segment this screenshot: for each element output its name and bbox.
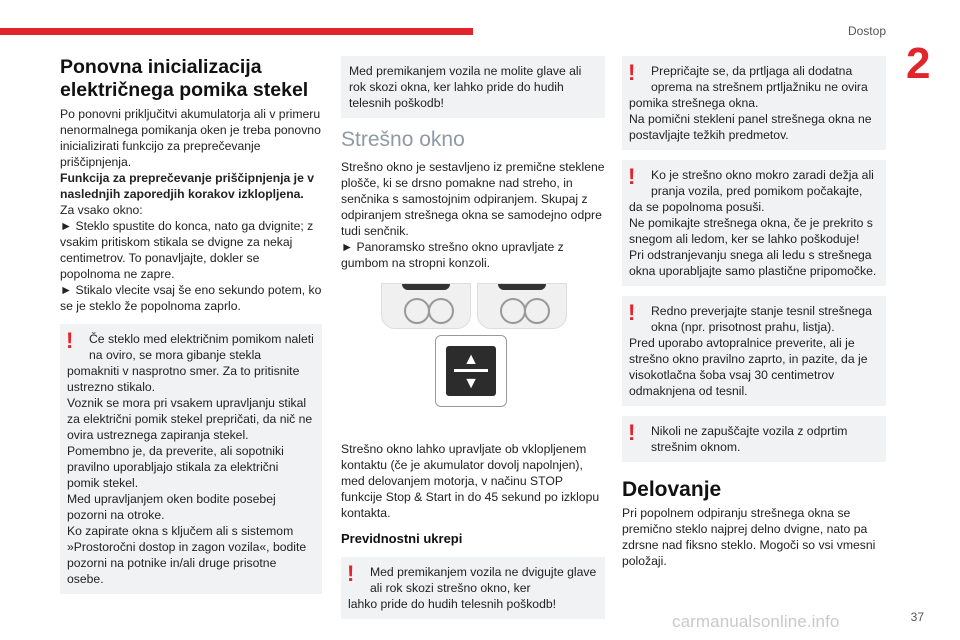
warning-text: Ko zapirate okna s ključem ali s sistemom »Prostoročni dostop in zagon vozila«, bodite pozorni na potnike in/ali druge prisotne osebe. [67, 524, 307, 586]
paragraph: Pri popolnem odpiranju strešnega okna se premično steklo najprej delno dvigne, nato pa zdrsne nad fiksno steklo. Mogoči so vsi vmesni položaji. [622, 506, 876, 568]
paragraph: Strešno okno je sestavljeno iz premične steklene plošče, ki se drsno pomakne nad streho, in senčnika s samostojnim odpiranjem. Skupaj z odpiranjem strešnega okna se samodejno odpre tudi senčnik. [341, 160, 605, 238]
paragraph: Po ponovni priključitvi akumulatorja ali v primeru nenormalnega pomikanja oken je treba ponovno inicializirati funkcijo za preprečevanje priščipnjenja. [60, 107, 321, 169]
warning-text: lahko pride do hudih telesnih poškodb! [348, 597, 557, 611]
warning-box [622, 160, 886, 286]
exclamation-icon: ! [628, 60, 636, 85]
roof-console-left [381, 283, 471, 329]
roof-console-right [477, 283, 567, 329]
warning-text: pomika strešnega okna. [629, 96, 759, 110]
warning-box [622, 416, 886, 462]
exclamation-icon: ! [66, 328, 74, 353]
step: ► Stikalo vlecite vsaj še eno sekundo potem, ko se je steklo že popolnoma zaprlo. [60, 283, 322, 313]
column-1 [60, 56, 322, 604]
warning-text: Ne pomikajte strešnega okna, če je prekrito s snegom ali ledom, ker se lahko poškoduje! [629, 216, 873, 246]
warning-text: Na pomični stekleni panel strešnega okna ne postavljajte težkih predmetov. [629, 112, 872, 142]
paragraph: Za vsako okno: [60, 203, 143, 217]
section-title-sunroof: Strešno okno [341, 128, 465, 151]
roof-console-illustration [341, 279, 605, 429]
page-number: 37 [910, 610, 924, 624]
section-name: Dostop [847, 24, 886, 38]
section-title-operation: Delovanje [622, 478, 722, 501]
exclamation-icon: ! [628, 164, 636, 189]
warning-box [622, 296, 886, 406]
top-red-bar [0, 28, 473, 35]
sunroof-switch-icon: ▲ ▼ [435, 335, 507, 407]
warning-text: Nikoli ne zapuščajte vozila z odprtim strešnim oknom. [651, 424, 848, 454]
chapter-number: 2 [906, 39, 931, 88]
warning-text: Pomembno je, da preverite, ali sopotniki pravilno uporabljajo stikala za električni pomik stekel. [67, 444, 284, 490]
column-2 [341, 56, 605, 629]
warning-text: da se popolnoma posuši. [629, 200, 765, 214]
info-text: Med premikanjem vozila ne molite glave ali rok skozi okna, ker lahko pride do hudih telesnih poškodb! [349, 64, 582, 110]
warning-text: Pri odstranjevanju snega ali ledu s strešnega okna uporabljajte samo plastične pripomočke. [629, 248, 877, 278]
column-3 [622, 56, 886, 569]
warning-text: Če steklo med električnim pomikom naleti na oviro, se mora gibanje stekla [89, 332, 314, 362]
warning-box [622, 56, 886, 150]
exclamation-icon: ! [628, 300, 636, 325]
warning-text: Prepričajte se, da prtljaga ali dodatna oprema na strešnem prtljažniku ne ovira [651, 64, 868, 94]
step: ► Panoramsko strešno okno upravljate z gumbom na stropni konzoli. [341, 240, 564, 270]
warning-text: Med premikanjem vozila ne dvigujte glave ali rok skozi strešno okno, ker [370, 565, 597, 595]
exclamation-icon: ! [628, 420, 636, 445]
subsection-title: Previdnostni ukrepi [341, 531, 463, 546]
info-box [341, 56, 605, 118]
watermark: carmanualsonline.info [672, 612, 840, 631]
warning-text: Voznik se mora pri vsakem upravljanju stikal za električni pomik stekel prepričati, da nič ne ovira ustreznega zapiranja stekel. [67, 396, 313, 442]
section-title-reinit: Ponovna inicializacija električnega pomika stekel [60, 56, 309, 101]
warning-text: pomakniti v nasprotno smer. Za to pritisnite ustrezno stikalo. [67, 364, 300, 394]
step: ► Steklo spustite do konca, nato ga dvignite; z vsakim pritiskom stikala se dvigne za nekaj centimetrov. To ponavljajte, dokler se popolnoma ne zapre. [60, 219, 314, 281]
warning-box [341, 557, 605, 619]
warning-text: Med upravljanjem oken bodite posebej pozorni na otroke. [67, 492, 276, 522]
paragraph-bold: Funkcija za preprečevanje priščipnjenja je v naslednjih zaporedjih korakov izklopljena. [60, 171, 315, 201]
paragraph: Strešno okno lahko upravljate ob vklopljenem kontaktu (če je akumulator dovolj napolnjen), med delovanjem motorja, v načinu STOP funkcije Stop & Start in do 45 sekund po izklopu kontakta. [341, 442, 600, 520]
warning-text: Pred uporabo avtopralnice preverite, ali je strešno okno pravilno zaprto, in pazite, da je visokotlačna šoba vsaj 30 centimetrov odmaknjena od tesnil. [629, 336, 868, 398]
warning-text: Redno preverjajte stanje tesnil strešnega okna (npr. prisotnost prahu, listja). [651, 304, 872, 334]
warning-box [60, 324, 322, 594]
warning-text: Ko je strešno okno mokro zaradi dežja ali pranja vozila, pred pomikom počakajte, [651, 168, 874, 198]
exclamation-icon: ! [347, 561, 355, 586]
